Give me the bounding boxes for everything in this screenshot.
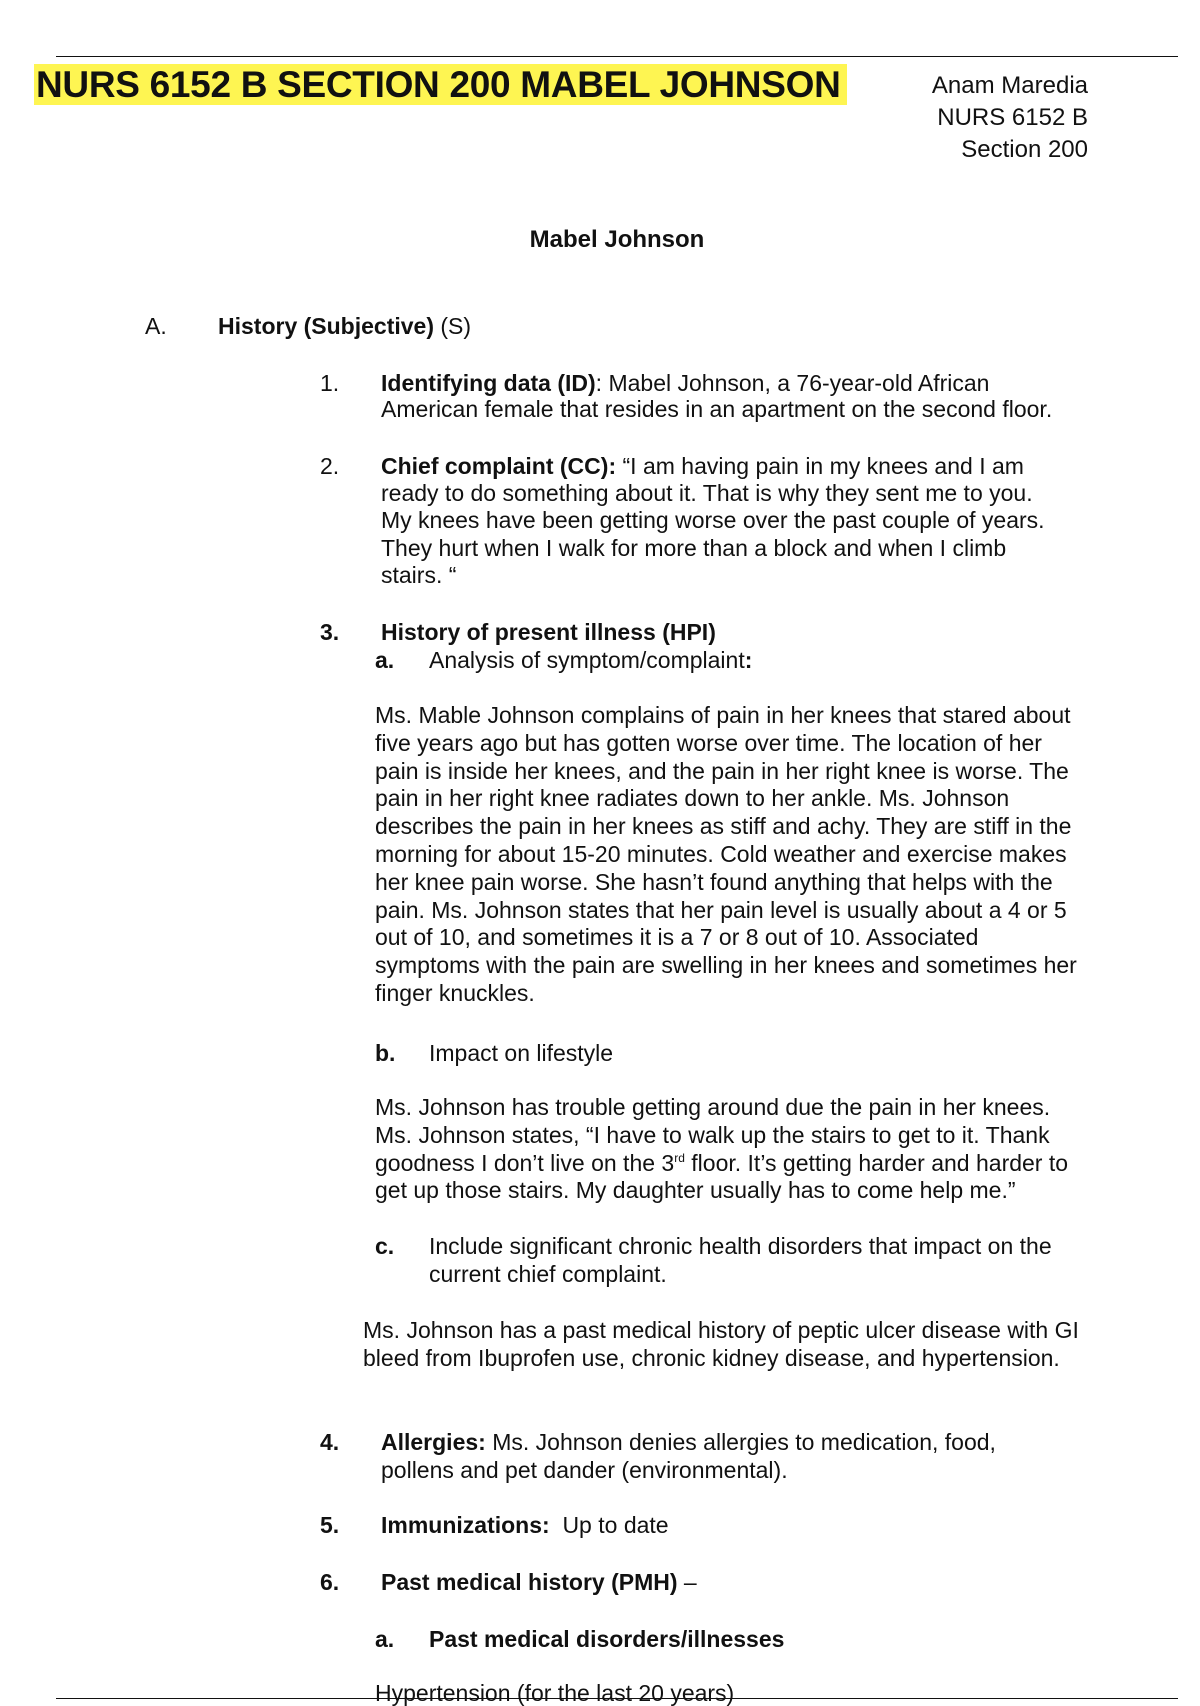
author-block [932, 70, 1088, 166]
item3c-marker: c. [375, 1233, 395, 1259]
item6-number: 6. [320, 1569, 340, 1595]
item1-line1: Identifying data (ID): Mabel Johnson, a 76-year-old African [381, 370, 990, 396]
item4-number: 4. [320, 1429, 340, 1455]
item3a-marker: a. [375, 647, 395, 673]
item5-label: Immunizations: [381, 1512, 550, 1538]
bottom-rule [56, 1698, 1178, 1699]
section-a-title: History (Subjective) [218, 313, 434, 339]
item2-line1: Chief complaint (CC): “I am having pain in my knees and I am [381, 453, 1024, 479]
section-a-suffix: (S) [434, 313, 472, 339]
item3a-heading: Analysis of symptom/complaint: [429, 647, 753, 673]
item3b-heading: Impact on lifestyle [429, 1040, 614, 1066]
document-title [34, 62, 847, 108]
item3b-marker: b. [375, 1040, 396, 1066]
item3b-body: Ms. Johnson has trouble getting around due the pain in her knees. Ms. Johnson states, “I have to walk up the stairs to get to it. Thank goodness I don’t live on the 3rd floor. It’s getting harder and harder to get up those stairs. My daughter usually has to come help me.” [375, 1094, 1069, 1204]
item5-number: 5. [320, 1512, 340, 1538]
item3-number: 3. [320, 619, 340, 645]
item2-label: Chief complaint (CC): [381, 453, 617, 479]
item4-label: Allergies: [381, 1429, 486, 1455]
author-section: Section 200 [961, 136, 1088, 163]
item3-label: History of present illness (HPI) [381, 619, 716, 645]
item6a-marker: a. [375, 1626, 395, 1652]
patient-heading: Mabel Johnson [529, 226, 705, 253]
item5-line: Immunizations: Up to date [381, 1512, 669, 1538]
item6-line: Past medical history (PMH) – [381, 1569, 697, 1595]
section-a-heading [218, 313, 471, 339]
item6a-label: Past medical disorders/illnesses [429, 1626, 785, 1652]
item6-cut-line: Hypertension (for the last 20 years) [375, 1680, 735, 1706]
item2-number: 2. [320, 453, 340, 479]
section-a-marker: A. [145, 313, 167, 339]
top-rule [56, 56, 1178, 57]
item2-line3: My knees have been getting worse over the past couple of years. [381, 507, 1045, 533]
item3c-body: Ms. Johnson has a past medical history of peptic ulcer disease with GI bleed from Ibuprofen use, chronic kidney disease, and hypertension. [363, 1317, 1079, 1371]
item1-line2: American female that resides in an apartment on the second floor. [381, 396, 1053, 422]
item1-number: 1. [320, 370, 340, 396]
item3a-body: Ms. Mable Johnson complains of pain in her knees that stared about five years ago but has gotten worse over time. The location of her pain is inside her knees, and the pain in her right knee is worse. The pain in her right knee radiates down to her ankle. Ms. Johnson describes the pain in her knees as stiff and achy. They are stiff in the morning for about 15-20 minutes. Cold weather and exercise makes her knee pain worse. She hasn’t found anything that helps with the pain. Ms. Johnson states that her pain level is usually about a 4 or 5 out of 10, and sometimes it is a 7 or 8 out of 10. Associated symptoms with the pain are swelling in her knees and sometimes her finger knuckles. [375, 702, 1077, 1006]
item2-line2: ready to do something about it. That is why they sent me to you. [381, 480, 1033, 506]
document-title-text: NURS 6152 B SECTION 200 MABEL JOHNSON [34, 64, 847, 105]
author-course: NURS 6152 B [937, 104, 1088, 131]
item3c-line2: current chief complaint. [429, 1261, 667, 1287]
item2-line4: They hurt when I walk for more than a block and when I climb [381, 535, 1007, 561]
item4-line2: pollens and pet dander (environmental). [381, 1457, 788, 1483]
item6-label: Past medical history (PMH) [381, 1569, 678, 1595]
item1-label: Identifying data (ID) [381, 370, 596, 396]
item3c-line1: Include significant chronic health disorders that impact on the [429, 1233, 1052, 1259]
item4-line1: Allergies: Ms. Johnson denies allergies to medication, food, [381, 1429, 996, 1455]
author-name: Anam Maredia [931, 72, 1088, 99]
item2-line5: stairs. “ [381, 562, 457, 588]
